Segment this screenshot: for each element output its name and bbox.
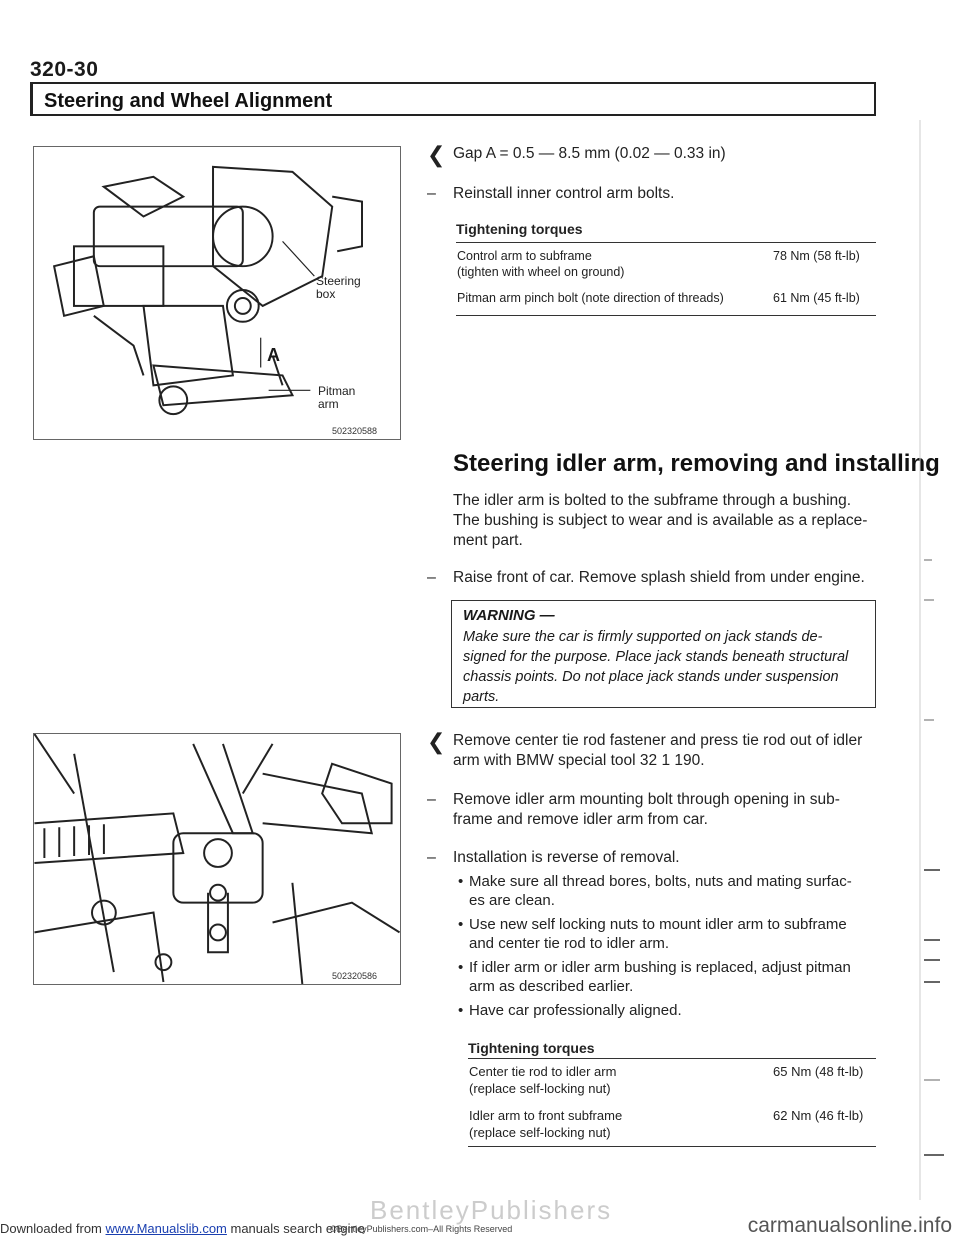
margin-marks xyxy=(910,120,960,1200)
torque-value: 65 Nm (48 ft-lb) xyxy=(773,1064,864,1079)
torque-item: Center tie rod to idler arm xyxy=(469,1064,617,1079)
footer-site: carmanualsonline.info xyxy=(747,1214,952,1237)
figure-code-2: 502320586 xyxy=(332,971,378,981)
bullet-text: and center tie rod to idler arm. xyxy=(469,935,670,952)
step-reinstall: Reinstall inner control arm bolts. xyxy=(453,185,675,202)
bullet-dot: • xyxy=(458,916,464,933)
gap-note: Gap A = 0.5 — 8.5 mm (0.02 — 0.33 in) xyxy=(453,145,726,162)
torque-note: (replace self-locking nut) xyxy=(469,1125,611,1140)
footer-downloaded-text: Downloaded from xyxy=(0,1221,102,1236)
idler-arm-drawing xyxy=(34,734,400,984)
torque-item: Control arm to subframe xyxy=(457,249,592,263)
bullet-text: If idler arm or idler arm bushing is replaced, adjust pitman xyxy=(469,959,851,976)
section-title: Steering idler arm, removing and installing xyxy=(453,450,940,477)
table-rule xyxy=(456,315,876,316)
page-number: 320-30 xyxy=(30,58,99,81)
table-rule xyxy=(456,242,876,243)
warning-line: parts. xyxy=(463,689,500,705)
step-raise: Raise front of car. Remove splash shield from under engine. xyxy=(453,569,865,586)
idler-arm-figure xyxy=(33,733,401,985)
figure-code: 502320588 xyxy=(332,426,378,436)
torque-value: 62 Nm (46 ft-lb) xyxy=(773,1108,864,1123)
torque-item: Pitman arm pinch bolt (note direction of threads) xyxy=(457,291,724,305)
dash-bullet: – xyxy=(427,849,436,866)
warning-heading: WARNING — xyxy=(463,607,555,624)
bullet-text: Make sure all thread bores, bolts, nuts and mating surfac- xyxy=(469,873,852,890)
torque-heading-1: Tightening torques xyxy=(456,221,583,237)
torque-heading-2: Tightening torques xyxy=(468,1040,595,1056)
table-rule xyxy=(468,1146,876,1147)
bullet-text: arm as described earlier. xyxy=(469,978,634,995)
bullet-text: Use new self locking nuts to mount idler arm to subframe xyxy=(469,916,847,933)
left-arrow-icon: ❮ xyxy=(427,142,446,167)
bullet-dot: • xyxy=(458,959,464,976)
manualslib-link[interactable]: www.Manualslib.com xyxy=(105,1221,227,1236)
dash-bullet: – xyxy=(427,569,436,586)
dash-bullet: – xyxy=(427,791,436,808)
gap-a-label: A xyxy=(267,345,280,365)
intro-line: The bushing is subject to wear and is available as a replace- xyxy=(453,512,868,529)
step-remove-tie-rod: arm with BMW special tool 32 1 190. xyxy=(453,752,705,769)
warning-line: chassis points. Do not place jack stands under suspension xyxy=(463,669,839,685)
pitman-arm-label: Pitman arm xyxy=(318,384,356,411)
warning-line: Make sure the car is firmly supported on jack stands de- xyxy=(463,629,823,645)
warning-line: signed for the purpose. Place jack stands beneath structural xyxy=(463,649,849,665)
bullet-text: Have car professionally aligned. xyxy=(469,1002,682,1019)
torque-note: (replace self-locking nut) xyxy=(469,1081,611,1096)
torque-item: Idler arm to front subframe xyxy=(469,1108,623,1123)
bullet-dot: • xyxy=(458,1002,464,1019)
steering-box-figure xyxy=(33,146,401,440)
intro-line: The idler arm is bolted to the subframe through a bushing. xyxy=(453,492,852,509)
intro-line: ment part. xyxy=(453,532,523,549)
torque-value: 78 Nm (58 ft-lb) xyxy=(773,249,860,263)
footer-copyright: ©BentleyPublishers.com–All Rights Reserved xyxy=(330,1224,513,1234)
step-remove-idler: Remove idler arm mounting bolt through opening in sub- xyxy=(453,791,840,808)
step-remove-idler: frame and remove idler arm from car. xyxy=(453,811,708,828)
table-rule xyxy=(468,1058,876,1059)
watermark: BentleyPublishers xyxy=(370,1195,613,1225)
page-title: Steering and Wheel Alignment xyxy=(44,90,333,112)
dash-bullet: – xyxy=(427,185,436,202)
step-install: Installation is reverse of removal. xyxy=(453,849,680,866)
torque-note: (tighten with wheel on ground) xyxy=(457,265,625,279)
left-arrow-icon: ❮ xyxy=(427,729,446,754)
bullet-text: es are clean. xyxy=(469,892,555,909)
footer-suffix: manuals search engine xyxy=(226,1221,365,1236)
bullet-dot: • xyxy=(458,873,464,890)
footer-download xyxy=(0,1221,365,1236)
torque-value: 61 Nm (45 ft-lb) xyxy=(773,291,860,305)
steering-box-label: Steering box xyxy=(316,274,361,301)
step-remove-tie-rod: Remove center tie rod fastener and press tie rod out of idler xyxy=(453,732,863,749)
